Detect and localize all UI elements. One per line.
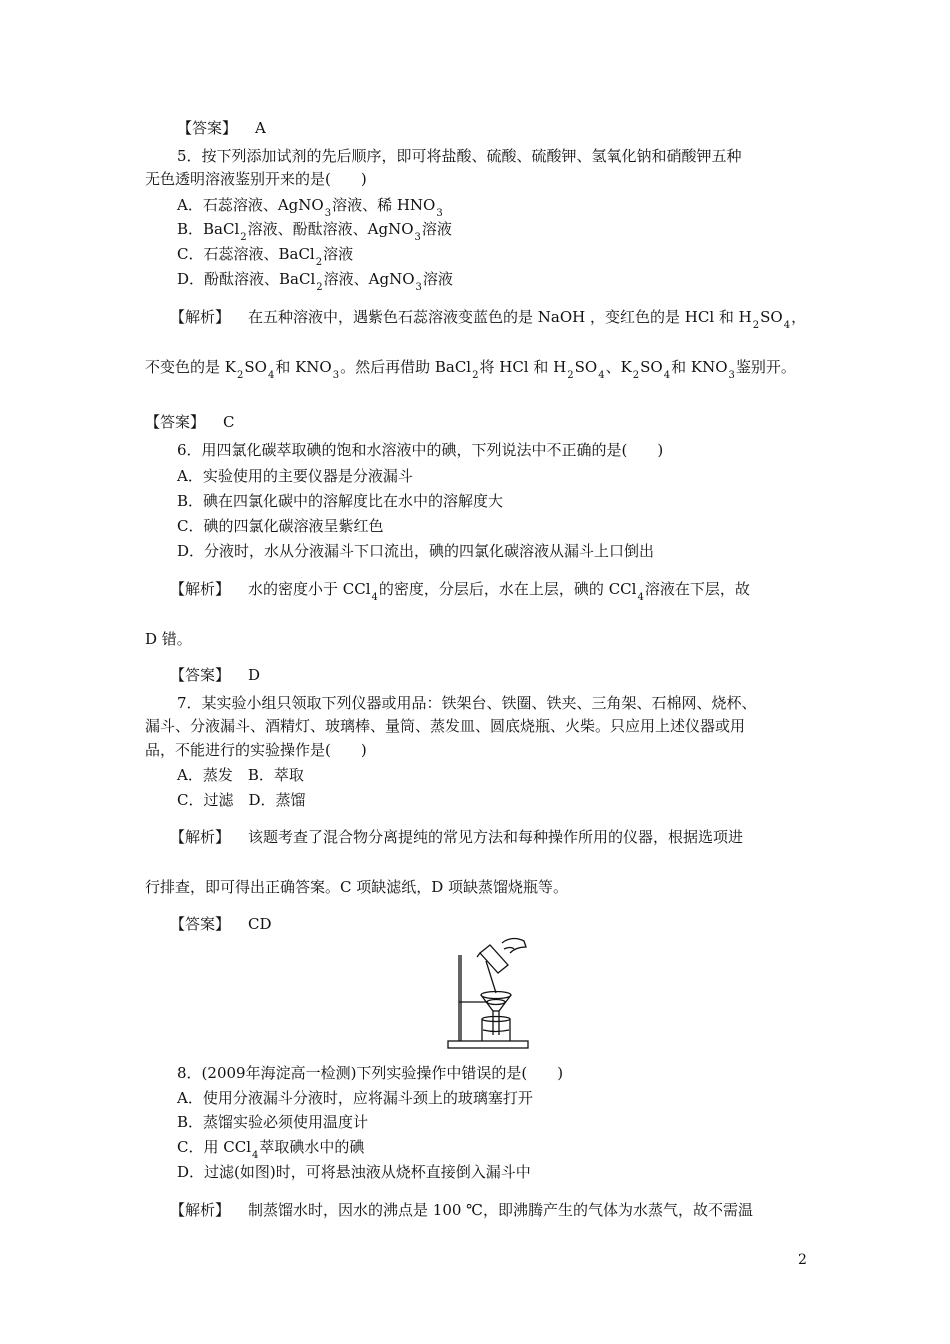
text: 不变色的是 K [145,358,236,376]
text: 溶液在下层，故 [644,580,750,598]
analysis-label: 【解析】 [170,308,231,326]
q7-stem-line1: 7．某实验小组只领取下列仪器或用品：铁架台、铁圈、铁夹、三角架、石棉网、烧杯、 [177,694,757,712]
analysis-label: 【解析】 [170,580,231,598]
q8-option-b: B．蒸馏实验必须使用温度计 [177,1113,369,1131]
text: SO [760,308,783,326]
q7-stem-line2: 漏斗、分液漏斗、酒精灯、玻璃棒、量筒、蒸发皿、圆底烧瓶、火柴。只应用上述仪器或用 [145,717,746,735]
analysis-label: 【解析】 [170,828,231,846]
text: 和 KNO [275,358,332,376]
q6-analysis-line2: D 错。 [145,630,192,648]
subscript: 3 [415,282,422,293]
subscript: 3 [414,232,421,243]
text: 。然后再借助 BaCl [340,358,472,376]
q6-stem: 6．用四氯化碳萃取碘的饱和水溶液中的碘，下列说法中不正确的是( ) [177,441,664,459]
q6-analysis-line1 [170,579,750,602]
text: C．用 CCl [177,1138,251,1156]
text: 溶液 [323,245,354,263]
q7-stem-line3: 品，不能进行的实验操作是( ) [145,741,367,759]
text: 和 KNO [671,358,728,376]
answer-value: C [223,413,235,431]
q6-option-d: D．分液时，水从分液漏斗下口流出，碘的四氯化碳溶液从漏斗上口倒出 [177,542,655,560]
text: 、K [605,358,632,376]
analysis-label: 【解析】 [170,1201,231,1219]
text: 萃取碘水中的碘 [259,1138,365,1156]
text: 制蒸馏水时，因水的沸点是 100 ℃，即沸腾产生的气体为水蒸气，故不需温 [248,1201,753,1219]
answer-value: A [255,119,266,137]
text: C．石蕊溶液、BaCl [177,245,315,263]
subscript: 2 [567,370,574,381]
answer-value: CD [248,915,272,933]
subscript: 4 [663,370,671,381]
q8-analysis-line1 [170,1200,753,1220]
q6-option-a: A．实验使用的主要仪器是分液漏斗 [177,467,413,485]
text: 在五种溶液中，遇紫色石蕊溶液变蓝色的是 NaOH ，变红色的是 HCl 和 H [248,308,752,326]
q5-option-c [177,244,353,267]
text: SO [640,358,663,376]
q8-option-d: D．过滤(如图)时，可将悬浊液从烧杯直接倒入漏斗中 [177,1163,531,1181]
text: 溶液、酚酞溶液、AgNO [247,220,414,238]
q6-option-c: C．碘的四氯化碳溶液呈紫红色 [177,517,384,535]
text: 溶液、AgNO [323,270,415,288]
q5-stem-line2: 无色透明溶液鉴别开来的是( ) [145,170,367,188]
subscript: 2 [632,370,640,381]
filtration-apparatus-icon [442,935,532,1055]
subscript: 2 [316,282,323,293]
q5-option-a [177,195,444,218]
q8-stem: 8．(2009年海淀高一检测)下列实验操作中错误的是( ) [177,1064,564,1082]
q7-options-line2: C．过滤 D．蒸馏 [177,791,306,809]
text: 溶液 [421,220,452,238]
q8-option-a: A．使用分液漏斗分液时，应将漏斗颈上的玻璃塞打开 [177,1089,533,1107]
answer-label: 【答案】 [170,666,231,684]
q5-analysis-line2 [145,357,796,380]
subscript: 4 [267,370,275,381]
q5-stem-line1: 5．按下列添加试剂的先后顺序，即可将盐酸、硫酸、硫酸钾、氢氧化钠和硝酸钾五种 [177,147,742,165]
text: A．石蕊溶液、AgNO [177,196,324,214]
q5-option-d [177,269,453,292]
subscript: 2 [752,320,760,331]
text: 溶液、稀 HNO [332,196,436,214]
text: 溶液 [422,270,453,288]
text: D．酚酞溶液、BaCl [177,270,316,288]
subscript: 3 [332,370,340,381]
text: 该题考查了混合物分离提纯的常见方法和每种操作所用的仪器，根据选项进 [248,828,744,846]
subscript: 4 [371,592,378,603]
subscript: 4 [598,370,605,381]
text: 水的密度小于 CCl [248,580,371,598]
text: 的密度，分层后，水在上层，碘的 CCl [378,580,637,598]
q6-answer [170,665,260,685]
text: B．BaCl [177,220,240,238]
q5-analysis-line1 [170,307,806,330]
answer-label: 【答案】 [170,915,231,933]
q7-analysis-line2: 行排查，即可得出正确答案。C 项缺滤纸，D 项缺蒸馏烧瓶等。 [145,878,569,896]
q6-option-b: B．碘在四氯化碳中的溶解度比在水中的溶解度大 [177,492,504,510]
page-number: 2 [798,1252,807,1268]
text: 鉴别开。 [735,358,796,376]
q5-answer [145,412,235,432]
subscript: 2 [472,370,479,381]
q4-answer [177,118,266,138]
q7-analysis-line1 [170,827,743,847]
subscript: 3 [324,208,332,219]
answer-label: 【答案】 [177,119,238,137]
subscript: 3 [436,208,443,219]
subscript: 4 [637,592,644,603]
q8-option-c [177,1137,364,1160]
q5-option-b [177,219,452,242]
text: 将 HCl 和 H [479,358,567,376]
subscript: 2 [236,370,244,381]
subscript: 4 [252,1150,259,1161]
subscript: 2 [240,232,247,243]
text: ， [791,308,807,326]
q7-options-line1: A．蒸发 B．萃取 [177,766,304,784]
q7-answer [170,914,272,934]
text: SO [574,358,598,376]
subscript: 2 [315,257,323,268]
text: SO [244,358,267,376]
subscript: 3 [728,370,735,381]
answer-label: 【答案】 [145,413,206,431]
subscript: 4 [783,320,791,331]
answer-value: D [248,666,261,684]
